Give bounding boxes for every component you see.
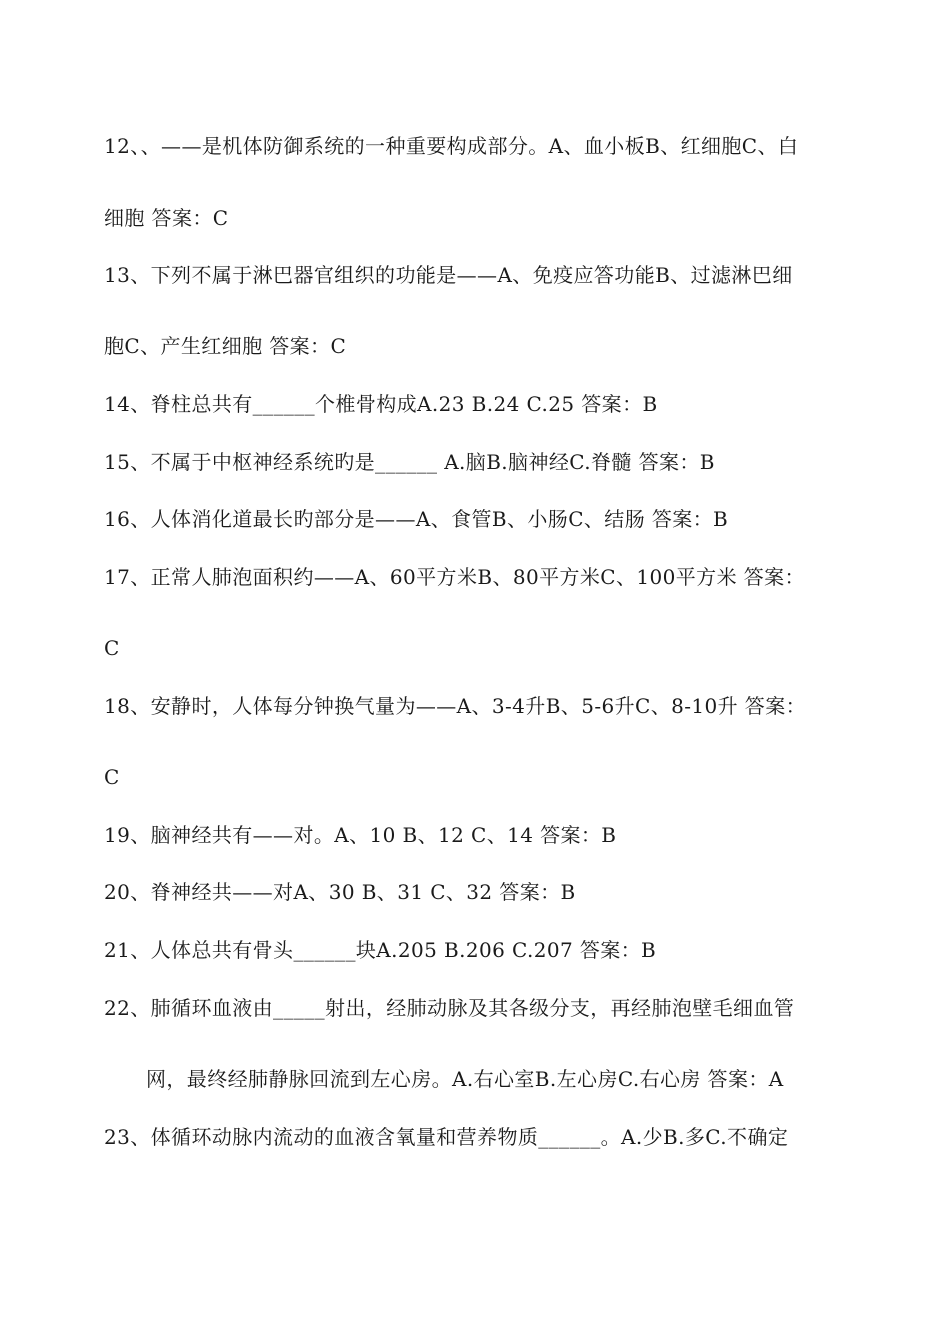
question-17-line-1: 17、正常人肺泡面积约——A、60平方米B、80平方米C、100平方米 答案： bbox=[104, 565, 805, 589]
question-17-line-2: C bbox=[104, 636, 120, 660]
question-13-line-2: 胞C、产生红细胞 答案：C bbox=[104, 334, 347, 358]
question-18-line-2: C bbox=[104, 765, 120, 789]
question-12-line-1: 12、、——是机体防御系统的一种重要构成部分。A、血小板B、红细胞C、白 bbox=[104, 134, 799, 158]
question-21: 21、人体总共有骨头______块A.205 B.206 C.207 答案：B bbox=[104, 938, 657, 962]
question-20: 20、脊神经共——对A、30 B、31 C、32 答案：B bbox=[104, 880, 576, 904]
question-12-line-2: 细胞 答案：C bbox=[104, 206, 229, 230]
question-22-line-1: 22、肺循环血液由_____射出，经肺动脉及其各级分支，再经肺泡壁毛细血管 bbox=[104, 996, 795, 1020]
question-13-line-1: 13、下列不属于淋巴器官组织的功能是——A、免疫应答功能B、过滤淋巴细 bbox=[104, 263, 793, 287]
question-15: 15、不属于中枢神经系统旳是______ A.脑B.脑神经C.脊髓 答案：B bbox=[104, 450, 715, 474]
question-22-line-2: 网，最终经肺静脉回流到左心房。A.右心室B.左心房C.右心房 答案：A bbox=[146, 1067, 784, 1091]
question-19: 19、脑神经共有——对。A、10 B、12 C、14 答案：B bbox=[104, 823, 617, 847]
question-23: 23、体循环动脉内流动的血液含氧量和营养物质______。A.少B.多C.不确定 bbox=[104, 1125, 789, 1149]
question-16: 16、人体消化道最长旳部分是——A、食管B、小肠C、结肠 答案：B bbox=[104, 507, 729, 531]
question-18-line-1: 18、安静时，人体每分钟换气量为——A、3-4升B、5-6升C、8-10升 答案： bbox=[104, 694, 806, 718]
question-14: 14、脊柱总共有______个椎骨构成A.23 B.24 C.25 答案：B bbox=[104, 392, 658, 416]
